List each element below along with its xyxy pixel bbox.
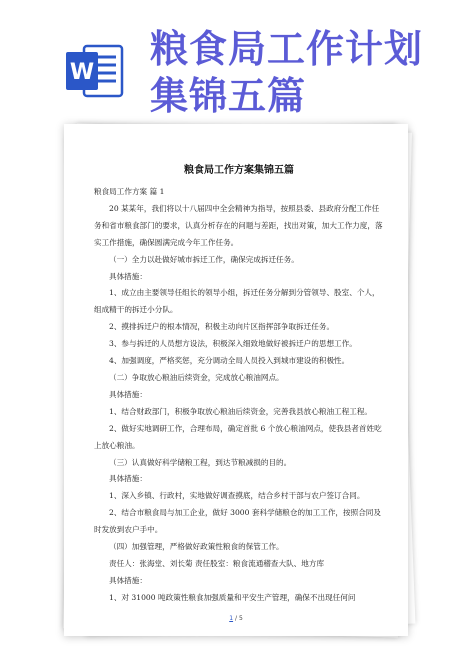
word-logo-icon: [64, 40, 126, 102]
doc-line: 责任人：张海堂、刘长菊 责任股室：粮食流通稽查大队、地方库: [109, 558, 325, 568]
total-pages: 5: [238, 615, 243, 622]
doc-line: （四）加强管理，严格做好政策性粮食的保管工作。: [109, 542, 284, 552]
page-title: 粮食局工作计划集锦五篇: [150, 27, 424, 118]
page-separator: /: [234, 615, 238, 622]
word-logo-letter: W: [69, 60, 95, 85]
doc-line: 3、参与拆迁的人员想方设法，积极深入细致地做好被拆迁户的思想工作。: [109, 339, 357, 349]
current-page-number[interactable]: 1: [229, 615, 234, 622]
doc-line: 2、摸排拆迁户的根本情况，积极主动向片区指挥部争取拆迁任务。: [109, 322, 335, 332]
doc-paragraph: 1、深入乡镇、行政村，实地做好调查摸底，结合乡村干部与农户签订合同。: [109, 491, 365, 501]
document-body: [94, 164, 384, 607]
doc-paragraph: 1、成立由主要领导任组长的领导小组，拆迁任务分解到分管领导、股室、个人，组成精干的拆迁小分队。: [94, 288, 380, 315]
page-indicator: [64, 615, 408, 622]
doc-line: （一）全力以赴做好城市拆迁工作，确保完成拆迁任务。: [109, 254, 299, 264]
doc-line: 具体措施：: [109, 271, 147, 281]
doc-line: 具体措施：: [109, 474, 147, 484]
doc-line: 具体措施：: [109, 389, 147, 399]
doc-paragraph: 20 某某年，我们将以十八届四中全会精神为指导，按照县委、县政府分配工作任务和省市粮食部门的要求，认真分析存在的问题与差距，找出对策，加大工作力度，落实工作措施，确保圆满完成今年工作任务。: [94, 203, 383, 247]
document-page[interactable]: [64, 124, 408, 636]
doc-paragraph: 1、结合财政部门，积极争取放心粮油后续资金，完善我县放心粮油工程工程。: [109, 406, 373, 416]
doc-paragraph: 2、结合市粮食局与加工企业，做好 3000 套科学储粮仓的加工工作，按照合同及时发放到农户手中。: [94, 508, 381, 535]
doc-line: （二）争取放心粮油后续资金，完成放心粮油网点。: [109, 372, 284, 382]
doc-paragraph: 2、做好实地调研工作，合理布局，确定首批 6 个放心粮油网点，使我县者首姓吃上放心粮油。: [94, 423, 382, 450]
doc-line: 1、对 31000 吨政策性粮食加强质量和平安生产管理，确保不出现任何问: [109, 592, 356, 602]
doc-line: 粮食局工作方案 篇 1: [94, 187, 165, 196]
doc-line: （三）认真做好科学储粮工程，到达节粮减损的目的。: [109, 457, 292, 467]
doc-line: 4、加强调度，严格奖惩，充分调动全局人员投入到城市建设的积极性。: [109, 356, 350, 366]
document-title: 粮食局工作方案集锦五篇: [184, 165, 294, 176]
doc-line: 具体措施：: [109, 575, 147, 585]
